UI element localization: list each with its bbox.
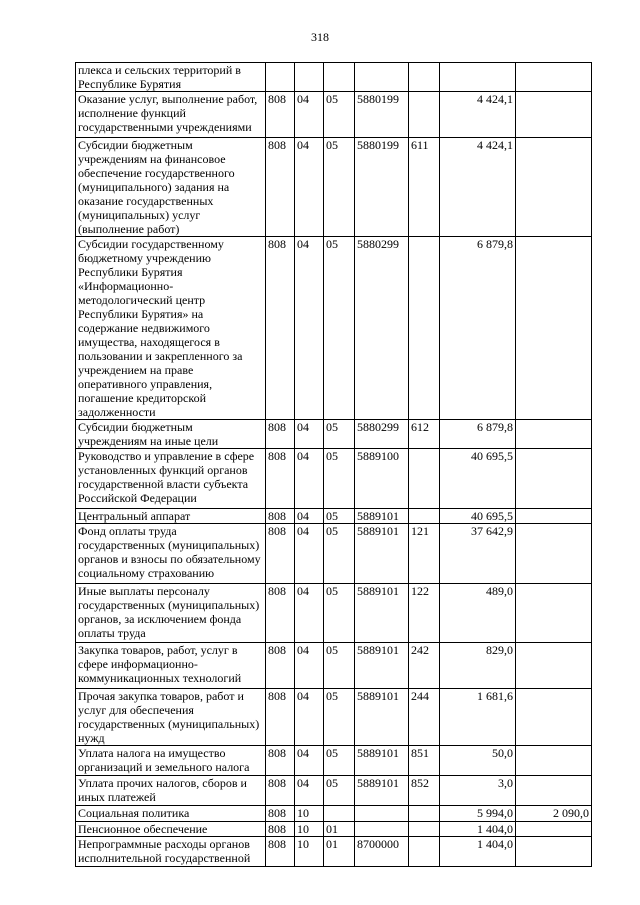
row-name: Пенсионное обеспечение — [76, 822, 266, 837]
target-article-cell: 5889101 — [355, 509, 409, 524]
amount-extra-cell — [516, 776, 592, 806]
amount-cell: 1 681,6 — [440, 689, 516, 746]
target-article-cell: 5880199 — [355, 92, 409, 138]
expense-type-cell — [409, 63, 440, 92]
expense-type-cell — [409, 806, 440, 822]
row-name: Центральный аппарат — [76, 509, 266, 524]
row-name: Субсидии бюджетным учреждениям на иные цели — [76, 420, 266, 449]
page-number: 318 — [311, 30, 329, 44]
amount-cell: 5 994,0 — [440, 806, 516, 822]
subsection-cell: 05 — [324, 643, 355, 689]
ved-cell: 808 — [266, 449, 295, 509]
expense-type-cell: 612 — [409, 420, 440, 449]
section-cell: 04 — [295, 776, 324, 806]
row-name: Субсидии государственному бюджетному учреждению Республики Бурятия «Информационно-методологический центр Республики Бурятия» на содержание недвижимого имущества, находящегося в пользовании и закрепленного за учреждением на праве оперативного управления, погашение кредиторской задолженности — [76, 237, 266, 420]
table-row — [76, 822, 592, 837]
ved-cell: 808 — [266, 806, 295, 822]
subsection-cell: 05 — [324, 524, 355, 584]
ved-cell: 808 — [266, 643, 295, 689]
subsection-cell — [324, 806, 355, 822]
ved-cell: 808 — [266, 822, 295, 837]
row-name: Прочая закупка товаров, работ и услуг для обеспечения государственных (муниципальных) нужд — [76, 689, 266, 746]
section-cell — [295, 63, 324, 92]
expense-type-cell — [409, 822, 440, 837]
expense-type-cell: 244 — [409, 689, 440, 746]
subsection-cell: 05 — [324, 584, 355, 643]
expense-type-cell: 242 — [409, 643, 440, 689]
subsection-cell: 05 — [324, 746, 355, 776]
amount-cell: 1 404,0 — [440, 822, 516, 837]
ved-cell: 808 — [266, 776, 295, 806]
amount-cell: 3,0 — [440, 776, 516, 806]
subsection-cell: 01 — [324, 822, 355, 837]
subsection-cell: 05 — [324, 420, 355, 449]
target-article-cell: 5889101 — [355, 643, 409, 689]
row-name: Иные выплаты персоналу государственных (муниципальных) органов, за исключением фонда оплаты труда — [76, 584, 266, 643]
row-name: Закупка товаров, работ, услуг в сфере информационно-коммуникационных технологий — [76, 643, 266, 689]
row-name: Непрограммные расходы органов исполнительной государственной — [76, 837, 266, 867]
amount-extra-cell — [516, 138, 592, 237]
expense-type-cell — [409, 509, 440, 524]
table-row — [76, 63, 592, 92]
ved-cell — [266, 63, 295, 92]
section-cell: 04 — [295, 138, 324, 237]
amount-cell: 40 695,5 — [440, 449, 516, 509]
target-article-cell: 5880299 — [355, 237, 409, 420]
expense-type-cell — [409, 237, 440, 420]
target-article-cell: 5880299 — [355, 420, 409, 449]
amount-cell: 829,0 — [440, 643, 516, 689]
table-row — [76, 237, 592, 420]
amount-cell: 37 642,9 — [440, 524, 516, 584]
amount-extra-cell — [516, 822, 592, 837]
expense-type-cell — [409, 837, 440, 867]
section-cell: 04 — [295, 746, 324, 776]
target-article-cell: 5889101 — [355, 524, 409, 584]
target-article-cell — [355, 63, 409, 92]
amount-extra-cell — [516, 746, 592, 776]
section-cell: 04 — [295, 449, 324, 509]
expense-type-cell — [409, 449, 440, 509]
amount-cell: 489,0 — [440, 584, 516, 643]
target-article-cell: 5889101 — [355, 689, 409, 746]
subsection-cell — [324, 63, 355, 92]
row-name: Субсидии бюджетным учреждениям на финансовое обеспечение государственного (муниципального) задания на оказание государственных (муниципальных) услуг (выполнение работ) — [76, 138, 266, 237]
subsection-cell: 05 — [324, 509, 355, 524]
section-cell: 04 — [295, 643, 324, 689]
table-row — [76, 643, 592, 689]
section-cell: 04 — [295, 420, 324, 449]
ved-cell: 808 — [266, 746, 295, 776]
target-article-cell: 5880199 — [355, 138, 409, 237]
expense-type-cell: 121 — [409, 524, 440, 584]
target-article-cell: 8700000 — [355, 837, 409, 867]
amount-cell: 1 404,0 — [440, 837, 516, 867]
table-row — [76, 92, 592, 138]
amount-extra-cell — [516, 449, 592, 509]
amount-cell: 40 695,5 — [440, 509, 516, 524]
row-name: Уплата прочих налогов, сборов и иных платежей — [76, 776, 266, 806]
table-row — [76, 509, 592, 524]
table-row — [76, 420, 592, 449]
ved-cell: 808 — [266, 524, 295, 584]
row-name: Фонд оплаты труда государственных (муниципальных) органов и взносы по обязательному социальному страхованию — [76, 524, 266, 584]
expense-type-cell — [409, 92, 440, 138]
section-cell: 10 — [295, 806, 324, 822]
amount-extra-cell — [516, 63, 592, 92]
amount-extra-cell — [516, 237, 592, 420]
amount-extra-cell: 2 090,0 — [516, 806, 592, 822]
amount-extra-cell — [516, 92, 592, 138]
table-row — [76, 776, 592, 806]
ved-cell: 808 — [266, 837, 295, 867]
section-cell: 04 — [295, 92, 324, 138]
expense-type-cell: 852 — [409, 776, 440, 806]
amount-extra-cell — [516, 689, 592, 746]
subsection-cell: 05 — [324, 237, 355, 420]
target-article-cell: 5889101 — [355, 776, 409, 806]
row-name: Уплата налога на имущество организаций и земельного налога — [76, 746, 266, 776]
target-article-cell: 5889101 — [355, 584, 409, 643]
expense-type-cell: 611 — [409, 138, 440, 237]
section-cell: 04 — [295, 509, 324, 524]
section-cell: 04 — [295, 237, 324, 420]
section-cell: 04 — [295, 689, 324, 746]
table-row — [76, 806, 592, 822]
ved-cell: 808 — [266, 689, 295, 746]
section-cell: 04 — [295, 584, 324, 643]
ved-cell: 808 — [266, 92, 295, 138]
target-article-cell: 5889101 — [355, 746, 409, 776]
amount-extra-cell — [516, 584, 592, 643]
row-name: Руководство и управление в сфере установленных функций органов государственной власти субъекта Российской Федерации — [76, 449, 266, 509]
ved-cell: 808 — [266, 509, 295, 524]
table-row — [76, 689, 592, 746]
ved-cell: 808 — [266, 420, 295, 449]
table-row — [76, 746, 592, 776]
subsection-cell: 05 — [324, 449, 355, 509]
ved-cell: 808 — [266, 138, 295, 237]
subsection-cell: 05 — [324, 138, 355, 237]
subsection-cell: 01 — [324, 837, 355, 867]
target-article-cell: 5889100 — [355, 449, 409, 509]
amount-cell: 50,0 — [440, 746, 516, 776]
ved-cell: 808 — [266, 584, 295, 643]
amount-extra-cell — [516, 509, 592, 524]
amount-cell: 4 424,1 — [440, 92, 516, 138]
row-name: Социальная политика — [76, 806, 266, 822]
ved-cell: 808 — [266, 237, 295, 420]
section-cell: 10 — [295, 837, 324, 867]
amount-extra-cell — [516, 420, 592, 449]
subsection-cell: 05 — [324, 689, 355, 746]
expense-type-cell: 851 — [409, 746, 440, 776]
amount-cell — [440, 63, 516, 92]
amount-cell: 6 879,8 — [440, 420, 516, 449]
amount-extra-cell — [516, 524, 592, 584]
subsection-cell: 05 — [324, 776, 355, 806]
table-row — [76, 138, 592, 237]
amount-extra-cell — [516, 643, 592, 689]
expense-type-cell: 122 — [409, 584, 440, 643]
row-name: плекса и сельских территорий в Республике Бурятия — [76, 63, 266, 92]
amount-cell: 6 879,8 — [440, 237, 516, 420]
table-row — [76, 449, 592, 509]
target-article-cell — [355, 822, 409, 837]
table-row — [76, 584, 592, 643]
subsection-cell: 05 — [324, 92, 355, 138]
section-cell: 10 — [295, 822, 324, 837]
amount-extra-cell — [516, 837, 592, 867]
amount-cell: 4 424,1 — [440, 138, 516, 237]
target-article-cell — [355, 806, 409, 822]
section-cell: 04 — [295, 524, 324, 584]
row-name: Оказание услуг, выполнение работ, исполнение функций государственными учреждениями — [76, 92, 266, 138]
budget-table — [75, 62, 592, 867]
table-row — [76, 837, 592, 867]
table-row — [76, 524, 592, 584]
